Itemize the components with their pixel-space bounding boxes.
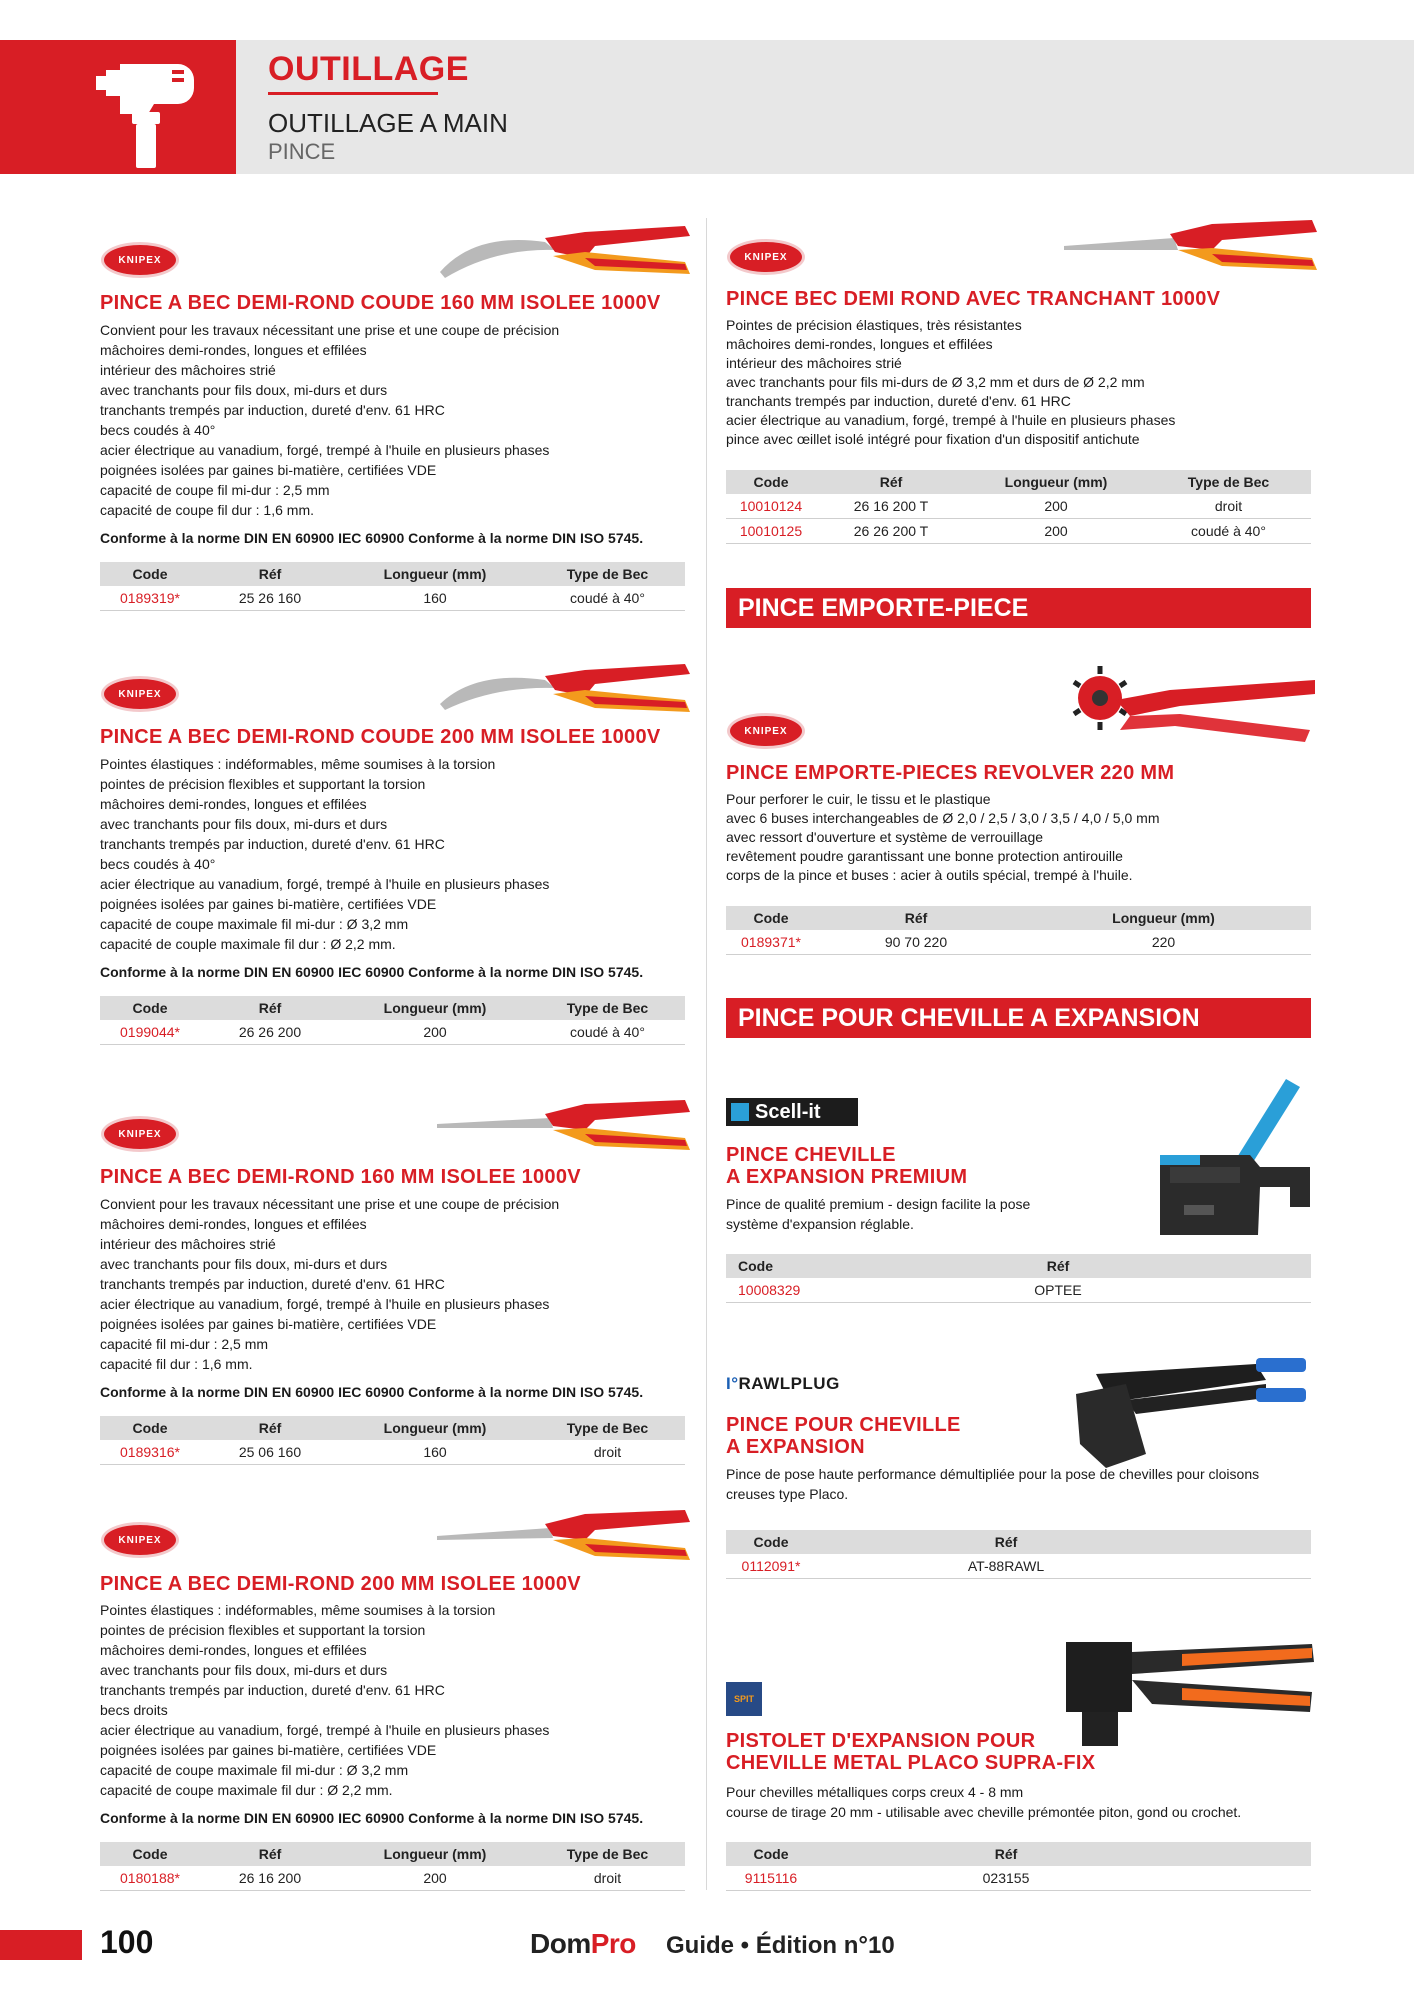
- header-icon-block: [0, 40, 236, 174]
- table-row: 0189316* 25 06 160 160 droit: [100, 1440, 685, 1465]
- straight-nose-pliers-image: [435, 1500, 695, 1576]
- page-subtitle: OUTILLAGE A MAIN: [268, 108, 508, 138]
- scell-it-logo: Scell-it: [726, 1098, 858, 1126]
- expansion-pliers-premium-image: [1140, 1075, 1320, 1247]
- table-row: 0189319* 25 26 160 160 coudé à 40°: [100, 586, 685, 611]
- product-title: PINCE A BEC DEMI-ROND COUDE 160 MM ISOLEE 1000V: [100, 292, 661, 314]
- knipex-logo: KNIPEX: [730, 242, 802, 272]
- product-description: Pointes élastiques : indéformables, même soumises à la torsion pointes de précision flexibles et supportant la torsion mâchoires demi-rondes, longues et effilées avec tranchants pour fils doux, mi-durs et durs tranchants trempés par induction, dureté d'env. 61 HRC becs droits acier électrique au vanadium, forgé, trempé à l'huile en plusieurs phases poignées isolées par gaines bi-matière, certifiées VDE capacité de coupe maximale fil mi-dur : Ø 3,2 mm capacité de coupe maximale fil dur : Ø 2,2 mm.: [100, 1602, 550, 1798]
- conformity-note: Conforme à la norme DIN EN 60900 IEC 60900 Conforme à la norme DIN ISO 5745.: [100, 1384, 644, 1400]
- product-title: PINCE BEC DEMI ROND AVEC TRANCHANT 1000V: [726, 288, 1221, 310]
- table-row: 0112091* AT-88RAWL: [726, 1554, 1311, 1579]
- needle-nose-pliers-image: [1062, 212, 1322, 282]
- product-description: Pointes de précision élastiques, très résistantes mâchoires demi-rondes, longues et effilées intérieur des mâchoires strié avec tranchants pour fils mi-durs de Ø 3,2 mm et durs de Ø 2,2 mm tranchants trempés par induction, dureté d'env. 61 HRC acier électrique au vanadium, forgé, trempé à l'huile en plusieurs phases pince avec œillet isolé intégré pour fixation d'un dispositif antichute: [726, 317, 1176, 447]
- page-number: 100: [100, 1924, 154, 1960]
- section-header-emporte-piece: PINCE EMPORTE-PIECE: [726, 588, 1311, 628]
- spec-table: Code Réf Longueur (mm) Type de Bec 0189316* 25 06 160 160 droit: [100, 1416, 685, 1465]
- conformity-note: Conforme à la norme DIN EN 60900 IEC 60900 Conforme à la norme DIN ISO 5745.: [100, 1810, 644, 1826]
- product-description: Pince de pose haute performance démultipliée pour la pose de chevilles pour cloisons creuses type Placo.: [726, 1466, 1260, 1502]
- table-row: 9115116 023155: [726, 1866, 1311, 1891]
- bent-nose-pliers-image: [435, 652, 695, 728]
- product-description: Convient pour les travaux nécessitant une prise et une coupe de précision mâchoires demi-rondes, longues et effilées intérieur des mâchoires strié avec tranchants pour fils doux, mi-durs et durs tranchants trempés par induction, dureté d'env. 61 HRC becs coudés à 40° acier électrique au vanadium, forgé, trempé à l'huile en plusieurs phases poignées isolées par gaines bi-matière, certifiées VDE capacité de coupe fil mi-dur : 2,5 mm capacité de coupe fil dur : 1,6 mm.: [100, 322, 560, 518]
- drill-icon: [0, 40, 236, 174]
- spec-table: Code Réf Longueur (mm) 0189371* 90 70 220 220: [726, 906, 1311, 955]
- product-description: Pince de qualité premium - design facilite la pose système d'expansion réglable.: [726, 1196, 1031, 1232]
- spec-table: Code Réf 0112091* AT-88RAWL: [726, 1530, 1311, 1579]
- knipex-logo: KNIPEX: [730, 716, 802, 746]
- spit-logo: SPIT: [726, 1682, 762, 1716]
- spec-table: Code Réf Longueur (mm) Type de Bec 0189319* 25 26 160 160 coudé à 40°: [100, 562, 685, 611]
- rawlplug-logo: I°RAWLPLUG: [726, 1374, 840, 1393]
- product-description: Pointes élastiques : indéformables, même soumises à la torsion pointes de précision flexibles et supportant la torsion mâchoires demi-rondes, longues et effilées avec tranchants pour fils doux, mi-durs et durs tranchants trempés par induction, dureté d'env. 61 HRC becs coudés à 40° acier électrique au vanadium, forgé, trempé à l'huile en plusieurs phases poignées isolées par gaines bi-matière, certifiées VDE capacité de coupe maximale fil mi-dur : Ø 3,2 mm capacité de couple maximale fil dur : Ø 2,2 mm.: [100, 756, 550, 952]
- revolver-punch-pliers-image: [1060, 660, 1318, 760]
- rawlplug-expansion-pliers-image: [1066, 1344, 1316, 1472]
- dompro-logo: DomPro: [530, 1928, 636, 1959]
- product-title: PINCE POUR CHEVILLE A EXPANSION: [726, 1414, 961, 1458]
- product-title: PINCE CHEVILLE A EXPANSION PREMIUM: [726, 1144, 968, 1188]
- spec-table: Code Réf Longueur (mm) Type de Bec 0199044* 26 26 200 200 coudé à 40°: [100, 996, 685, 1045]
- spec-table: Code Réf Longueur (mm) Type de Bec 0180188* 26 16 200 200 droit: [100, 1842, 685, 1891]
- page-title: OUTILLAGE: [268, 50, 469, 88]
- knipex-logo: KNIPEX: [104, 1119, 176, 1149]
- spec-table: Code Réf 10008329 OPTEE: [726, 1254, 1311, 1303]
- table-row: 10008329 OPTEE: [726, 1278, 1311, 1303]
- knipex-logo: KNIPEX: [104, 1525, 176, 1555]
- table-row: 0180188* 26 16 200 200 droit: [100, 1866, 685, 1891]
- table-row: 0199044* 26 26 200 200 coudé à 40°: [100, 1020, 685, 1045]
- spec-table: Code Réf Longueur (mm) Type de Bec 10010124 26 16 200 T 200 droit 10010125 26 26 200 T 200 coudé à 40°: [726, 470, 1311, 544]
- product-title: PINCE A BEC DEMI-ROND COUDE 200 MM ISOLEE 1000V: [100, 726, 661, 748]
- product-title: PISTOLET D'EXPANSION POUR CHEVILLE METAL PLACO SUPRA-FIX: [726, 1730, 1096, 1774]
- knipex-logo: KNIPEX: [104, 679, 176, 709]
- product-description: Pour perforer le cuir, le tissu et le plastique avec 6 buses interchangeables de Ø 2,0 / 2,5 / 3,0 / 3,5 / 4,0 / 5,0 mm avec ressort d'ouverture et système de verrouillage revêtement poudre garantissant une bonne protection antirouille corps de la pince et buses : acier à outils spécial, trempé à l'huile.: [726, 791, 1160, 883]
- conformity-note: Conforme à la norme DIN EN 60900 IEC 60900 Conforme à la norme DIN ISO 5745.: [100, 530, 644, 546]
- supra-fix-expansion-gun-image: [1062, 1622, 1318, 1750]
- bent-nose-pliers-image: [435, 212, 695, 288]
- guide-edition: Guide • Édition n°10: [666, 1932, 895, 1959]
- product-description: Pour chevilles métalliques corps creux 4 - 8 mm course de tirage 20 mm - utilisable avec cheville prémontée piton, gond ou crochet.: [726, 1784, 1242, 1820]
- knipex-logo: KNIPEX: [104, 245, 176, 275]
- product-title: PINCE A BEC DEMI-ROND 160 MM ISOLEE 1000V: [100, 1166, 581, 1188]
- table-row: 0189371* 90 70 220 220: [726, 930, 1311, 955]
- spec-table: Code Réf 9115116 023155: [726, 1842, 1311, 1891]
- product-description: Convient pour les travaux nécessitant une prise et une coupe de précision mâchoires demi-rondes, longues et effilées intérieur des mâchoires strié avec tranchants pour fils doux, mi-durs et durs tranchants trempés par induction, dureté d'env. 61 HRC acier électrique au vanadium, forgé, trempé à l'huile en plusieurs phases poignées isolées par gaines bi-matière, certifiées VDE capacité fil mi-dur : 2,5 mm capacité fil dur : 1,6 mm.: [100, 1196, 560, 1372]
- page-category: PINCE: [268, 139, 336, 164]
- section-header-cheville: PINCE POUR CHEVILLE A EXPANSION: [726, 998, 1311, 1038]
- product-title: PINCE A BEC DEMI-ROND 200 MM ISOLEE 1000V: [100, 1573, 581, 1595]
- title-underline: [268, 92, 438, 95]
- conformity-note: Conforme à la norme DIN EN 60900 IEC 60900 Conforme à la norme DIN ISO 5745.: [100, 964, 644, 980]
- straight-nose-pliers-image: [435, 1090, 695, 1166]
- footer-accent: [0, 1930, 82, 1960]
- table-row: 10010124 26 16 200 T 200 droit: [726, 494, 1311, 519]
- product-title: PINCE EMPORTE-PIECES REVOLVER 220 MM: [726, 762, 1175, 784]
- column-divider: [706, 218, 707, 1890]
- table-row: 10010125 26 26 200 T 200 coudé à 40°: [726, 519, 1311, 544]
